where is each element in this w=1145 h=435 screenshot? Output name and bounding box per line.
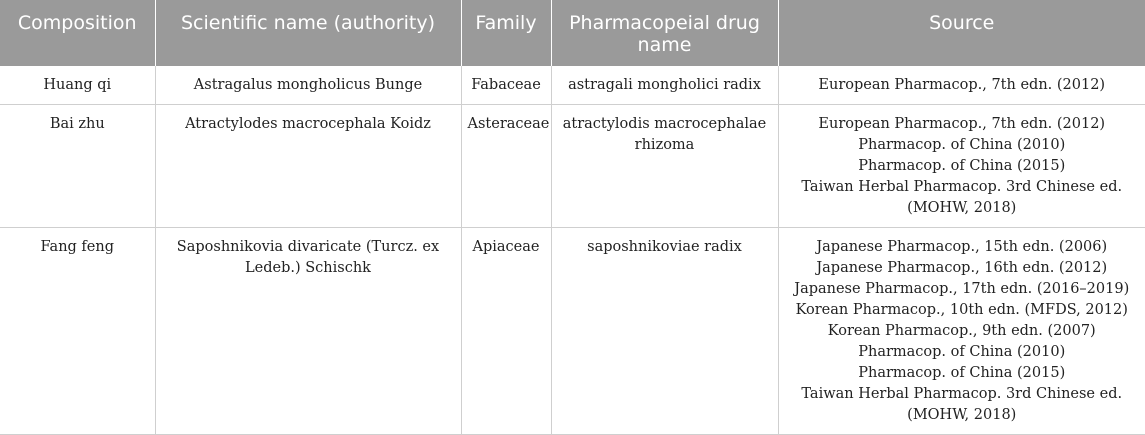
header-family: Family — [461, 0, 551, 66]
cell-drug-name: atractylodis macrocephalae rhizoma — [551, 105, 778, 228]
cell-composition: Huang qi — [0, 66, 155, 105]
cell-composition: Bai zhu — [0, 105, 155, 228]
header-source: Source — [778, 0, 1145, 66]
source-line: Korean Pharmacop., 10th edn. (MFDS, 2012) — [795, 302, 1128, 318]
source-line: Korean Pharmacop., 9th edn. (2007) — [827, 323, 1096, 339]
header-drug-name: Pharmacopeial drug name — [551, 0, 778, 66]
cell-family: Fabaceae — [461, 66, 551, 105]
source-line: European Pharmacop., 7th edn. (2012) — [818, 116, 1106, 132]
cell-scientific-name: Astragalus mongholicus Bunge — [155, 66, 461, 105]
cell-source — [778, 105, 1145, 228]
source-line: Pharmacop. of China (2010) — [858, 137, 1066, 153]
table-body — [0, 66, 1145, 435]
cell-source — [778, 66, 1145, 105]
source-line: (MOHW, 2018) — [907, 200, 1017, 216]
table-row — [0, 105, 1145, 228]
cell-drug-name: saposhnikoviae radix — [551, 228, 778, 435]
source-line: Taiwan Herbal Pharmacop. 3rd Chinese ed. — [801, 179, 1123, 195]
cell-source — [778, 228, 1145, 435]
source-line: Pharmacop. of China (2015) — [858, 365, 1066, 381]
cell-family: Asteraceae — [461, 105, 551, 228]
source-line: Pharmacop. of China (2010) — [858, 344, 1066, 360]
source-line: European Pharmacop., 7th edn. (2012) — [818, 77, 1106, 93]
source-line: Pharmacop. of China (2015) — [858, 158, 1066, 174]
header-row — [0, 0, 1145, 66]
cell-drug-name: astragali mongholici radix — [551, 66, 778, 105]
table-row — [0, 66, 1145, 105]
source-line: (MOHW, 2018) — [907, 407, 1017, 423]
source-line: Japanese Pharmacop., 16th edn. (2012) — [816, 260, 1108, 276]
cell-family: Apiaceae — [461, 228, 551, 435]
table-row — [0, 228, 1145, 435]
source-line: Japanese Pharmacop., 15th edn. (2006) — [816, 239, 1108, 255]
cell-scientific-name: Atractylodes macrocephala Koidz — [155, 105, 461, 228]
table-header — [0, 0, 1145, 66]
cell-composition: Fang feng — [0, 228, 155, 435]
source-line: Japanese Pharmacop., 17th edn. (2016–2019) — [794, 281, 1130, 297]
header-scientific-name: Scientific name (authority) — [155, 0, 461, 66]
cell-scientific-name: Saposhnikovia divaricate (Turcz. ex Ledeb.) Schischk — [155, 228, 461, 435]
header-composition: Composition — [0, 0, 155, 66]
source-line: Taiwan Herbal Pharmacop. 3rd Chinese ed. — [801, 386, 1123, 402]
